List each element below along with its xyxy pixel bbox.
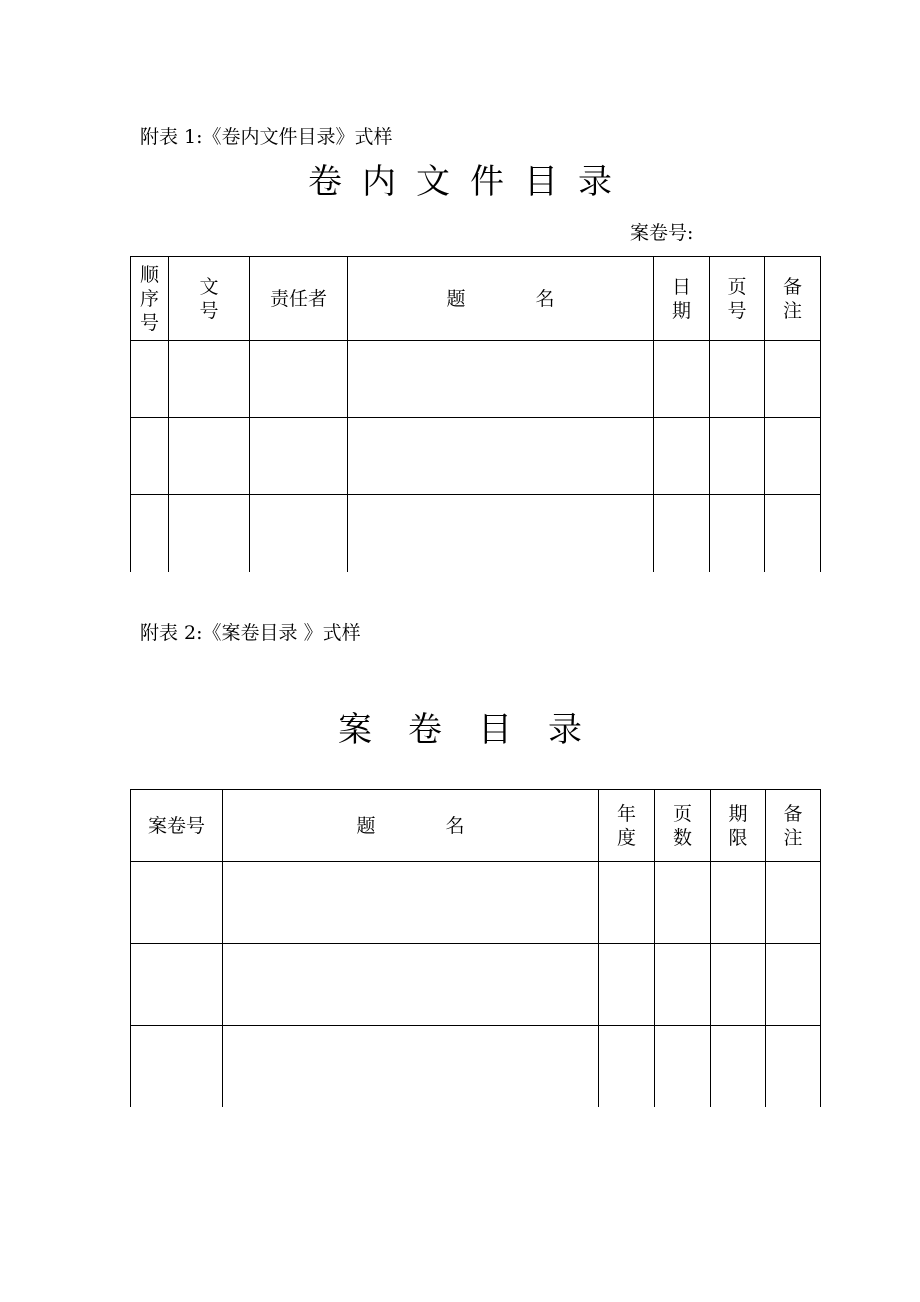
table-cell bbox=[250, 418, 348, 495]
table-row bbox=[131, 495, 821, 572]
table-cell bbox=[766, 1026, 821, 1107]
header-responsible-label: 责任者 bbox=[269, 287, 327, 310]
header-cell-seq bbox=[131, 257, 169, 341]
table-cell bbox=[348, 495, 654, 572]
header-doc-no-label: 文号 bbox=[199, 275, 219, 322]
header-title-part2: 名 bbox=[445, 814, 465, 837]
header-year-label: 年度 bbox=[616, 802, 636, 849]
table-cell bbox=[348, 418, 654, 495]
table-cell bbox=[766, 944, 821, 1026]
header-cell-page bbox=[710, 257, 765, 341]
table-cell bbox=[131, 418, 169, 495]
table-cell bbox=[169, 341, 250, 418]
table-cell bbox=[599, 862, 655, 944]
table-cell bbox=[131, 1026, 223, 1107]
header-cell-archive-no bbox=[131, 790, 223, 862]
table-cell bbox=[711, 1026, 766, 1107]
table-cell bbox=[169, 495, 250, 572]
header-cell-title bbox=[348, 257, 654, 341]
table-cell bbox=[131, 862, 223, 944]
table-cell bbox=[710, 341, 765, 418]
table-row bbox=[131, 862, 821, 944]
table-cell bbox=[250, 495, 348, 572]
header-cell-period bbox=[711, 790, 766, 862]
table-cell bbox=[131, 495, 169, 572]
table-cell bbox=[711, 944, 766, 1026]
table-row bbox=[131, 1026, 821, 1107]
table-cell bbox=[654, 418, 710, 495]
table-cell bbox=[223, 944, 599, 1026]
table1-caption: 附表 1:《卷内文件目录》式样 bbox=[140, 126, 393, 148]
header-page-label: 页号 bbox=[727, 275, 747, 322]
header-cell-title bbox=[223, 790, 599, 862]
table-row bbox=[131, 944, 821, 1026]
table-cell bbox=[765, 341, 821, 418]
archive-number-label: 案卷号: bbox=[630, 222, 694, 244]
header-remark-label: 备注 bbox=[783, 802, 803, 849]
table-cell bbox=[765, 418, 821, 495]
header-cell-year bbox=[599, 790, 655, 862]
table-cell bbox=[131, 944, 223, 1026]
file-catalog-table bbox=[130, 256, 821, 572]
header-remark-label: 备注 bbox=[782, 275, 802, 322]
header-period-label: 期限 bbox=[728, 802, 748, 849]
archive-catalog-table bbox=[130, 789, 821, 1107]
header-cell-responsible bbox=[250, 257, 348, 341]
table-cell bbox=[655, 862, 711, 944]
table-cell bbox=[655, 944, 711, 1026]
table-row bbox=[131, 341, 821, 418]
table-cell bbox=[131, 341, 169, 418]
table-cell bbox=[711, 862, 766, 944]
header-cell-remark bbox=[765, 257, 821, 341]
header-pages-label: 页数 bbox=[672, 802, 692, 849]
table1-title: 卷内文件目录 bbox=[308, 162, 632, 202]
table-cell bbox=[599, 944, 655, 1026]
table2-title: 案卷目录 bbox=[338, 710, 618, 750]
table-cell bbox=[765, 495, 821, 572]
table-cell bbox=[599, 1026, 655, 1107]
table-header-row bbox=[131, 257, 821, 341]
table-cell bbox=[348, 341, 654, 418]
header-cell-date bbox=[654, 257, 710, 341]
header-date-label: 日期 bbox=[671, 275, 691, 322]
table-cell bbox=[223, 862, 599, 944]
table-cell bbox=[654, 495, 710, 572]
table-cell bbox=[710, 495, 765, 572]
table-cell bbox=[654, 341, 710, 418]
header-title-part1: 题 bbox=[446, 287, 466, 310]
table-row bbox=[131, 418, 821, 495]
table-cell bbox=[710, 418, 765, 495]
header-seq-label: 顺序号 bbox=[139, 263, 159, 334]
table-cell bbox=[250, 341, 348, 418]
table-cell bbox=[169, 418, 250, 495]
table2-caption: 附表 2:《案卷目录 》式样 bbox=[140, 622, 361, 644]
header-title-part1: 题 bbox=[356, 814, 376, 837]
header-title-part2: 名 bbox=[535, 287, 555, 310]
header-cell-remark bbox=[766, 790, 821, 862]
table-cell bbox=[766, 862, 821, 944]
table-cell bbox=[655, 1026, 711, 1107]
table-cell bbox=[223, 1026, 599, 1107]
header-archive-no-label: 案卷号 bbox=[147, 814, 205, 837]
table-header-row bbox=[131, 790, 821, 862]
header-cell-doc-no bbox=[169, 257, 250, 341]
header-cell-pages bbox=[655, 790, 711, 862]
